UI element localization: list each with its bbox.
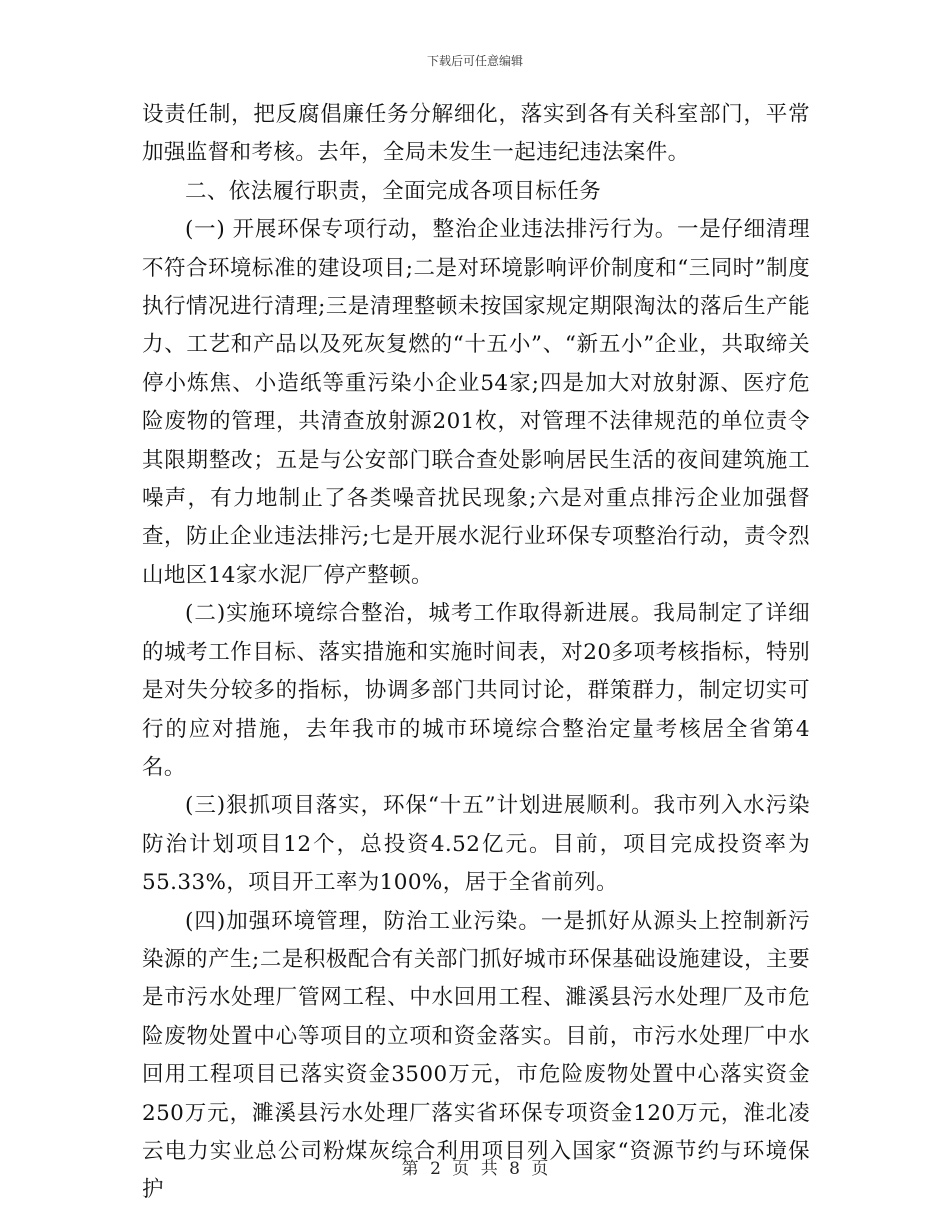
section-heading: 二、依法履行职责，全面完成各项目标任务: [185, 178, 602, 204]
paragraph-item-2: (二)实施环境综合整治，城考工作取得新进展。我局制定了详细的城考工作目标、落实措施和实施时间表，对20多项考核指标，特别是对失分较多的指标，协调多部门共同讨论，群策群力，制定切实可行的应对措施，去年我市的城市环境综合整治定量考核居全省第4名。: [142, 601, 810, 780]
document-body: [142, 96, 810, 1210]
page-header: 下载后可任意编辑: [426, 54, 523, 68]
paragraph-item-1: (一) 开展环保专项行动，整治企业违法排污行为。一是仔细清理不符合环境标准的建设项目;二是对环境影响评价制度和“三同时”制度执行情况进行清理;三是清理整顿未按国家规定期限淘汰的落后生产能力、工艺和产品以及死灰复燃的“十五小”、“新五小”企业，共取缔关停小炼焦、小造纸等重污染小企业54家;四是加大对放射源、医疗危险废物的管理，共清查放射源201枚，对管理不法律规范的单位责令其限期整改；五是与公安部门联合查处影响居民生活的夜间建筑施工噪声，有力地制止了各类噪音扰民现象;六是对重点排污企业加强督查，防止企业违法排污;七是开展水泥行业环保专项整治行动，责令烈山地区14家水泥厂停产整顿。: [142, 217, 810, 588]
paragraph-item-3: (三)狠抓项目落实，环保“十五”计划进展顺利。我市列入水污染防治计划项目12个，总投资4.52亿元。目前，项目完成投资率为55.33%，项目开工率为100%，居于全省前列。: [142, 793, 810, 896]
paragraph-item-4: (四)加强环境管理，防治工业污染。一是抓好从源头上控制新污染源的产生;二是积极配合有关部门抓好城市环保基础设施建设，主要是市污水处理厂管网工程、中水回用工程、濉溪县污水处理厂及市危险废物处置中心等项目的立项和资金落实。目前，市污水处理厂中水回用工程项目已落实资金3500万元，市危险废物处置中心落实资金250万元，濉溪县污水处理厂落实省环保专项资金120万元，淮北凌云电力实业总公司粉煤灰综合利用项目列入国家“资源节约与环境保护: [142, 908, 810, 1203]
page-number: 第 2 页 共 8 页: [401, 1159, 549, 1179]
paragraph-continuation: 设责任制，把反腐倡廉任务分解细化，落实到各有关科室部门，平常加强监督和考核。去年，全局未发生一起违纪违法案件。: [142, 102, 810, 166]
